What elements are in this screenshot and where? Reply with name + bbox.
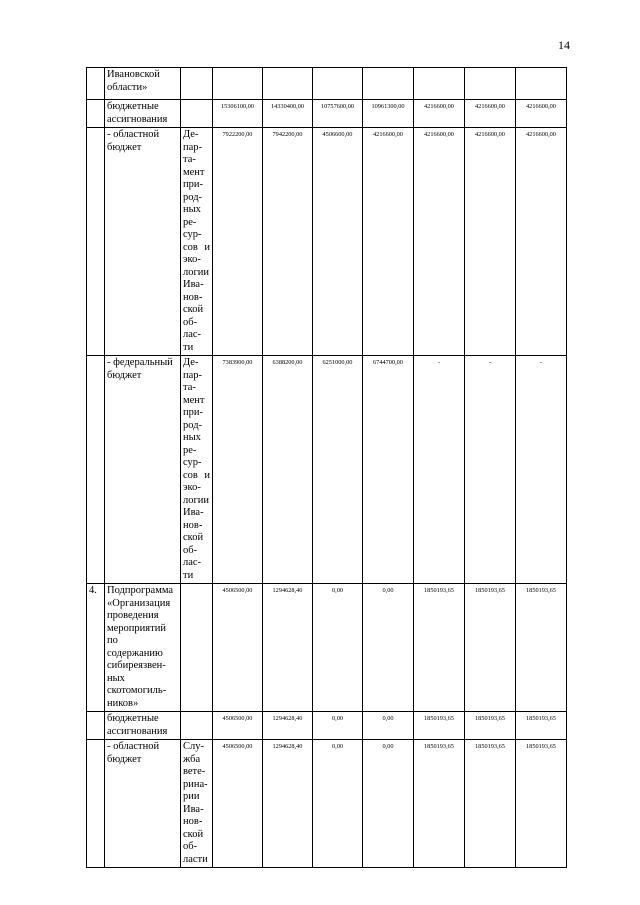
amount-cell: 4216600,00 xyxy=(516,100,567,128)
row-index-cell xyxy=(87,712,105,740)
executor-line: Де- xyxy=(183,357,199,368)
executor-line: жба xyxy=(183,753,201,765)
row-name-line: содержанию xyxy=(107,647,163,659)
row-name-cell xyxy=(105,584,181,712)
amount-cell xyxy=(465,68,516,100)
row-index-cell xyxy=(87,100,105,128)
amount-cell xyxy=(313,68,363,100)
table-row xyxy=(87,68,567,100)
executor-line: ской xyxy=(183,304,204,315)
row-name-line: - областной xyxy=(107,129,160,140)
executor-line: ской xyxy=(183,532,204,543)
amount-cell: 15306100,00 xyxy=(213,100,263,128)
row-name-cell xyxy=(105,740,181,868)
executor-line: логии xyxy=(183,266,210,278)
row-name-line: Подпрограмма xyxy=(107,585,174,596)
executor-line: об- xyxy=(183,316,198,328)
executor-cell xyxy=(181,128,213,356)
row-name-line: - федеральный xyxy=(107,357,173,368)
executor-line: мент xyxy=(183,166,205,178)
executor-line: пар- xyxy=(183,141,203,153)
amount-cell xyxy=(516,68,567,100)
executor-line: лас- xyxy=(183,557,202,568)
row-name-line: бюджет xyxy=(107,753,142,765)
amount-cell: 4506500,00 xyxy=(213,740,263,868)
row-name-cell xyxy=(105,68,181,100)
amount-cell: - xyxy=(465,356,516,584)
amount-cell: 0,00 xyxy=(313,584,363,712)
table-row xyxy=(87,356,567,584)
executor-cell xyxy=(181,68,213,100)
executor-line: та- xyxy=(183,154,196,165)
row-name-line: бюджетные xyxy=(107,713,159,724)
row-name-line: ассигнования xyxy=(107,113,168,125)
executor-line: ных xyxy=(183,432,201,443)
row-name-line: бюджет xyxy=(107,369,142,381)
amount-cell: 10961300,00 xyxy=(363,100,414,128)
amount-cell: 0,00 xyxy=(363,584,414,712)
executor-line: рина- xyxy=(183,778,208,790)
page-number: 14 xyxy=(558,38,570,52)
amount-cell: 7942200,00 xyxy=(263,128,313,356)
executor-line: нов- xyxy=(183,519,203,531)
amount-cell: 0,00 xyxy=(313,712,363,740)
amount-cell: 6251000,00 xyxy=(313,356,363,584)
amount-cell: 4216600,00 xyxy=(516,128,567,356)
executor-line: ных xyxy=(183,204,201,215)
amount-cell: 4216600,00 xyxy=(465,100,516,128)
amount-cell: 4216600,00 xyxy=(414,100,465,128)
executor-line: Де- xyxy=(183,129,199,140)
executor-line: при- xyxy=(183,407,203,418)
executor-line: сов и xyxy=(183,469,210,481)
amount-cell: 1294628,40 xyxy=(263,584,313,712)
table-row xyxy=(87,128,567,356)
executor-line: род- xyxy=(183,191,203,203)
amount-cell: 4506500,00 xyxy=(213,584,263,712)
amount-cell: 0,00 xyxy=(363,740,414,868)
row-index-cell: 4. xyxy=(87,584,105,712)
executor-line: мент xyxy=(183,394,205,406)
executor-line: эко- xyxy=(183,482,201,493)
row-name-line: скотомогиль- xyxy=(107,685,167,696)
row-name-cell xyxy=(105,100,181,128)
amount-cell: 1294628,40 xyxy=(263,740,313,868)
row-name-line: бюджет xyxy=(107,141,142,153)
row-name-cell xyxy=(105,356,181,584)
executor-line: пар- xyxy=(183,369,203,381)
executor-line: та- xyxy=(183,382,196,393)
amount-cell xyxy=(363,68,414,100)
amount-cell: 1850193,65 xyxy=(465,712,516,740)
amount-cell: 14330400,00 xyxy=(263,100,313,128)
executor-cell xyxy=(181,100,213,128)
row-name-line: сибиреязвен- xyxy=(107,660,166,671)
row-index-cell xyxy=(87,740,105,868)
executor-line: сов и xyxy=(183,241,210,253)
executor-line: Слу- xyxy=(183,741,204,752)
row-name-line: мероприятий xyxy=(107,622,166,634)
amount-cell: 1850193,65 xyxy=(414,584,465,712)
executor-line: ре- xyxy=(183,216,197,228)
amount-cell: 1850193,65 xyxy=(465,584,516,712)
amount-cell: 1850193,65 xyxy=(465,740,516,868)
row-index-cell xyxy=(87,128,105,356)
row-name-line: Ивановской xyxy=(107,69,160,80)
amount-cell: 7383900,00 xyxy=(213,356,263,584)
amount-cell: 4506600,00 xyxy=(313,128,363,356)
executor-line: сур- xyxy=(183,457,202,468)
executor-line: ласти xyxy=(183,853,208,865)
executor-line: об- xyxy=(183,544,198,556)
amount-cell: 0,00 xyxy=(363,712,414,740)
executor-line: ти xyxy=(183,569,194,581)
executor-line: род- xyxy=(183,419,203,431)
table-row xyxy=(87,584,567,712)
executor-line: нов- xyxy=(183,291,203,303)
amount-cell: 1850193,65 xyxy=(414,712,465,740)
amount-cell: 0,00 xyxy=(313,740,363,868)
table-body xyxy=(87,68,567,868)
amount-cell: 1850193,65 xyxy=(516,712,567,740)
table-row xyxy=(87,100,567,128)
executor-line: вете- xyxy=(183,766,206,777)
amount-cell xyxy=(414,68,465,100)
amount-cell: 1294628,40 xyxy=(263,712,313,740)
executor-line: сур- xyxy=(183,229,202,240)
executor-line: эко- xyxy=(183,254,201,265)
table-row xyxy=(87,712,567,740)
budget-table xyxy=(86,67,567,868)
row-name-line: ных xyxy=(107,672,125,684)
row-name-line: по xyxy=(107,635,118,646)
amount-cell: 4216600,00 xyxy=(363,128,414,356)
amount-cell xyxy=(263,68,313,100)
executor-line: ти xyxy=(183,341,194,353)
executor-line: ской xyxy=(183,828,204,840)
amount-cell: 6388200,00 xyxy=(263,356,313,584)
executor-line: ре- xyxy=(183,444,197,456)
executor-line: логии xyxy=(183,494,210,506)
row-name-cell xyxy=(105,128,181,356)
amount-cell: 10757600,00 xyxy=(313,100,363,128)
executor-line: нов- xyxy=(183,816,203,827)
row-index-cell xyxy=(87,68,105,100)
executor-line: Ива- xyxy=(183,279,204,290)
row-name-line: бюджетные xyxy=(107,101,159,112)
row-name-line: ассигнования xyxy=(107,725,168,737)
executor-line: лас- xyxy=(183,329,202,340)
amount-cell: 6744700,00 xyxy=(363,356,414,584)
executor-line: рии xyxy=(183,791,200,802)
amount-cell xyxy=(213,68,263,100)
row-name-line: области» xyxy=(107,81,148,93)
executor-line: Ива- xyxy=(183,803,204,815)
amount-cell: 1850193,65 xyxy=(516,740,567,868)
amount-cell: 4506500,00 xyxy=(213,712,263,740)
row-index-cell xyxy=(87,356,105,584)
row-name-line: «Организация xyxy=(107,597,171,609)
amount-cell: 1850193,65 xyxy=(414,740,465,868)
executor-line: об- xyxy=(183,841,198,852)
amount-cell: 1850193,65 xyxy=(516,584,567,712)
amount-cell: - xyxy=(414,356,465,584)
executor-line: Ива- xyxy=(183,507,204,518)
amount-cell: 4216600,00 xyxy=(465,128,516,356)
executor-line: при- xyxy=(183,179,203,190)
amount-cell: 7922200,00 xyxy=(213,128,263,356)
table-row xyxy=(87,740,567,868)
executor-cell xyxy=(181,740,213,868)
amount-cell: - xyxy=(516,356,567,584)
amount-cell: 4216600,00 xyxy=(414,128,465,356)
row-name-line: - областной xyxy=(107,741,160,752)
row-name-line: ников» xyxy=(107,697,139,709)
row-name-line: проведения xyxy=(107,610,159,621)
executor-cell xyxy=(181,356,213,584)
executor-cell xyxy=(181,584,213,712)
executor-cell xyxy=(181,712,213,740)
row-name-cell xyxy=(105,712,181,740)
